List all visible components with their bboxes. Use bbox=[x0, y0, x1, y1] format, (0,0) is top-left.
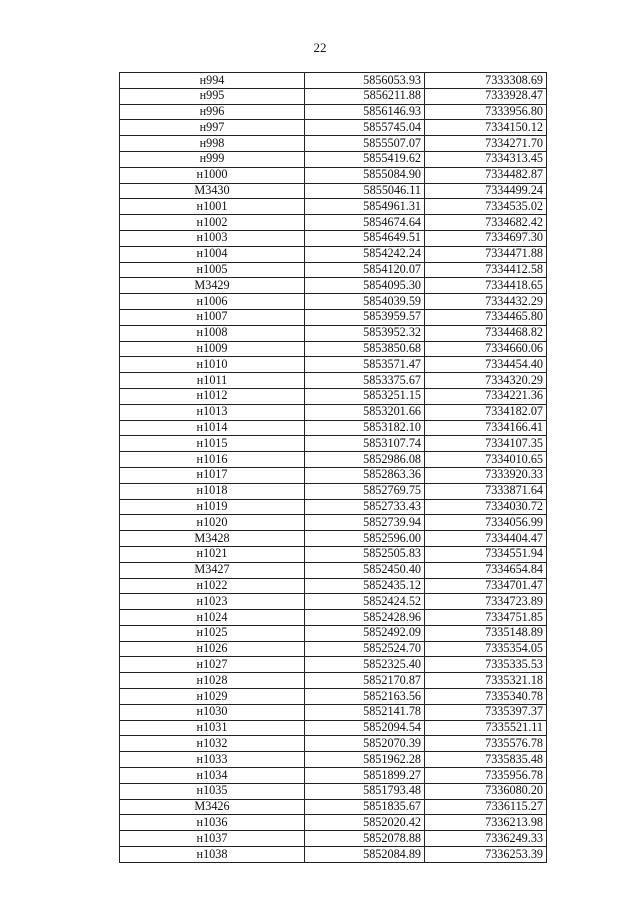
x-coordinate-cell: 5852769.75 bbox=[305, 483, 425, 499]
point-name-cell: н1033 bbox=[120, 752, 305, 768]
x-coordinate-cell: 5856211.88 bbox=[305, 88, 425, 104]
point-name-cell: н1010 bbox=[120, 357, 305, 373]
x-coordinate-cell: 5852424.52 bbox=[305, 594, 425, 610]
x-coordinate-cell: 5852163.56 bbox=[305, 689, 425, 705]
point-name-cell: н1024 bbox=[120, 610, 305, 626]
x-coordinate-cell: 5854039.59 bbox=[305, 294, 425, 310]
y-coordinate-cell: 7334454.40 bbox=[425, 357, 547, 373]
point-name-cell: н1014 bbox=[120, 420, 305, 436]
table-row bbox=[120, 388, 547, 404]
y-coordinate-cell: 7334468.82 bbox=[425, 325, 547, 341]
table-row bbox=[120, 104, 547, 120]
point-name-cell: н1004 bbox=[120, 246, 305, 262]
x-coordinate-cell: 5853251.15 bbox=[305, 388, 425, 404]
table-row bbox=[120, 594, 547, 610]
x-coordinate-cell: 5853850.68 bbox=[305, 341, 425, 357]
x-coordinate-cell: 5853201.66 bbox=[305, 404, 425, 420]
point-name-cell: н994 bbox=[120, 73, 305, 89]
x-coordinate-cell: 5854649.51 bbox=[305, 230, 425, 246]
table-row bbox=[120, 515, 547, 531]
point-name-cell: М3426 bbox=[120, 799, 305, 815]
table-row bbox=[120, 610, 547, 626]
x-coordinate-cell: 5854242.24 bbox=[305, 246, 425, 262]
table-row bbox=[120, 88, 547, 104]
point-name-cell: н1029 bbox=[120, 689, 305, 705]
table-row bbox=[120, 831, 547, 847]
table-row bbox=[120, 262, 547, 278]
y-coordinate-cell: 7335335.53 bbox=[425, 657, 547, 673]
x-coordinate-cell: 5855419.62 bbox=[305, 151, 425, 167]
table-row bbox=[120, 736, 547, 752]
y-coordinate-cell: 7336213.98 bbox=[425, 815, 547, 831]
x-coordinate-cell: 5852863.36 bbox=[305, 467, 425, 483]
y-coordinate-cell: 7336253.39 bbox=[425, 847, 547, 863]
point-name-cell: н1031 bbox=[120, 720, 305, 736]
y-coordinate-cell: 7334166.41 bbox=[425, 420, 547, 436]
x-coordinate-cell: 5854961.31 bbox=[305, 199, 425, 215]
point-name-cell: н1022 bbox=[120, 578, 305, 594]
table-row bbox=[120, 673, 547, 689]
table-row bbox=[120, 420, 547, 436]
x-coordinate-cell: 5851962.28 bbox=[305, 752, 425, 768]
x-coordinate-cell: 5853182.10 bbox=[305, 420, 425, 436]
table-row bbox=[120, 483, 547, 499]
table-row bbox=[120, 689, 547, 705]
point-name-cell: н1032 bbox=[120, 736, 305, 752]
y-coordinate-cell: 7334221.36 bbox=[425, 388, 547, 404]
table-row bbox=[120, 704, 547, 720]
table-row bbox=[120, 657, 547, 673]
y-coordinate-cell: 7334056.99 bbox=[425, 515, 547, 531]
point-name-cell: н998 bbox=[120, 136, 305, 152]
table-row bbox=[120, 199, 547, 215]
point-name-cell: н1034 bbox=[120, 768, 305, 784]
point-name-cell: н1015 bbox=[120, 436, 305, 452]
table-row bbox=[120, 625, 547, 641]
table-row bbox=[120, 325, 547, 341]
table-row bbox=[120, 230, 547, 246]
y-coordinate-cell: 7334030.72 bbox=[425, 499, 547, 515]
point-name-cell: н1011 bbox=[120, 373, 305, 389]
table-row bbox=[120, 436, 547, 452]
y-coordinate-cell: 7335576.78 bbox=[425, 736, 547, 752]
table-row bbox=[120, 167, 547, 183]
table-row bbox=[120, 278, 547, 294]
y-coordinate-cell: 7334320.29 bbox=[425, 373, 547, 389]
x-coordinate-cell: 5855084.90 bbox=[305, 167, 425, 183]
table-row bbox=[120, 499, 547, 515]
table-row bbox=[120, 73, 547, 89]
table-row bbox=[120, 294, 547, 310]
point-name-cell: н1001 bbox=[120, 199, 305, 215]
table-row bbox=[120, 799, 547, 815]
x-coordinate-cell: 5852084.89 bbox=[305, 847, 425, 863]
table-row bbox=[120, 531, 547, 547]
table-row bbox=[120, 815, 547, 831]
point-name-cell: н1019 bbox=[120, 499, 305, 515]
point-name-cell: н1023 bbox=[120, 594, 305, 610]
x-coordinate-cell: 5851899.27 bbox=[305, 768, 425, 784]
x-coordinate-cell: 5852596.00 bbox=[305, 531, 425, 547]
point-name-cell: М3430 bbox=[120, 183, 305, 199]
y-coordinate-cell: 7334482.87 bbox=[425, 167, 547, 183]
y-coordinate-cell: 7334701.47 bbox=[425, 578, 547, 594]
point-name-cell: н1027 bbox=[120, 657, 305, 673]
x-coordinate-cell: 5852141.78 bbox=[305, 704, 425, 720]
x-coordinate-cell: 5852020.42 bbox=[305, 815, 425, 831]
table-row bbox=[120, 246, 547, 262]
table-row bbox=[120, 452, 547, 468]
y-coordinate-cell: 7334682.42 bbox=[425, 215, 547, 231]
y-coordinate-cell: 7333928.47 bbox=[425, 88, 547, 104]
point-name-cell: н995 bbox=[120, 88, 305, 104]
table-row bbox=[120, 847, 547, 863]
y-coordinate-cell: 7334271.70 bbox=[425, 136, 547, 152]
x-coordinate-cell: 5852739.94 bbox=[305, 515, 425, 531]
x-coordinate-cell: 5856146.93 bbox=[305, 104, 425, 120]
point-name-cell: н1006 bbox=[120, 294, 305, 310]
point-name-cell: н1016 bbox=[120, 452, 305, 468]
x-coordinate-cell: 5851835.67 bbox=[305, 799, 425, 815]
y-coordinate-cell: 7335521.11 bbox=[425, 720, 547, 736]
point-name-cell: н1003 bbox=[120, 230, 305, 246]
point-name-cell: н1025 bbox=[120, 625, 305, 641]
table-row bbox=[120, 341, 547, 357]
x-coordinate-cell: 5854674.64 bbox=[305, 215, 425, 231]
y-coordinate-cell: 7335397.37 bbox=[425, 704, 547, 720]
point-name-cell: н1036 bbox=[120, 815, 305, 831]
y-coordinate-cell: 7334010.65 bbox=[425, 452, 547, 468]
y-coordinate-cell: 7334412.58 bbox=[425, 262, 547, 278]
y-coordinate-cell: 7335835.48 bbox=[425, 752, 547, 768]
y-coordinate-cell: 7336080.20 bbox=[425, 783, 547, 799]
y-coordinate-cell: 7334418.65 bbox=[425, 278, 547, 294]
coordinates-table bbox=[119, 72, 547, 863]
table-row bbox=[120, 136, 547, 152]
table-row bbox=[120, 752, 547, 768]
point-name-cell: М3429 bbox=[120, 278, 305, 294]
point-name-cell: н1028 bbox=[120, 673, 305, 689]
x-coordinate-cell: 5852070.39 bbox=[305, 736, 425, 752]
table-row bbox=[120, 215, 547, 231]
x-coordinate-cell: 5854120.07 bbox=[305, 262, 425, 278]
table-row bbox=[120, 404, 547, 420]
x-coordinate-cell: 5852428.96 bbox=[305, 610, 425, 626]
point-name-cell: М3427 bbox=[120, 562, 305, 578]
point-name-cell: н999 bbox=[120, 151, 305, 167]
table-row bbox=[120, 720, 547, 736]
x-coordinate-cell: 5855507.07 bbox=[305, 136, 425, 152]
point-name-cell: н1000 bbox=[120, 167, 305, 183]
y-coordinate-cell: 7334697.30 bbox=[425, 230, 547, 246]
table-row bbox=[120, 309, 547, 325]
y-coordinate-cell: 7334654.84 bbox=[425, 562, 547, 578]
x-coordinate-cell: 5853959.57 bbox=[305, 309, 425, 325]
point-name-cell: н1026 bbox=[120, 641, 305, 657]
x-coordinate-cell: 5852450.40 bbox=[305, 562, 425, 578]
table-row bbox=[120, 467, 547, 483]
y-coordinate-cell: 7336249.33 bbox=[425, 831, 547, 847]
point-name-cell: н1018 bbox=[120, 483, 305, 499]
point-name-cell: н996 bbox=[120, 104, 305, 120]
point-name-cell: н1005 bbox=[120, 262, 305, 278]
x-coordinate-cell: 5852435.12 bbox=[305, 578, 425, 594]
point-name-cell: М3428 bbox=[120, 531, 305, 547]
x-coordinate-cell: 5852094.54 bbox=[305, 720, 425, 736]
y-coordinate-cell: 7334107.35 bbox=[425, 436, 547, 452]
point-name-cell: н1037 bbox=[120, 831, 305, 847]
y-coordinate-cell: 7333308.69 bbox=[425, 73, 547, 89]
y-coordinate-cell: 7334471.88 bbox=[425, 246, 547, 262]
y-coordinate-cell: 7334404.47 bbox=[425, 531, 547, 547]
point-name-cell: н1030 bbox=[120, 704, 305, 720]
point-name-cell: н1002 bbox=[120, 215, 305, 231]
y-coordinate-cell: 7334150.12 bbox=[425, 120, 547, 136]
x-coordinate-cell: 5856053.93 bbox=[305, 73, 425, 89]
y-coordinate-cell: 7335354.05 bbox=[425, 641, 547, 657]
point-name-cell: н1013 bbox=[120, 404, 305, 420]
x-coordinate-cell: 5852492.09 bbox=[305, 625, 425, 641]
x-coordinate-cell: 5852986.08 bbox=[305, 452, 425, 468]
point-name-cell: н1012 bbox=[120, 388, 305, 404]
y-coordinate-cell: 7333871.64 bbox=[425, 483, 547, 499]
x-coordinate-cell: 5851793.48 bbox=[305, 783, 425, 799]
point-name-cell: н1017 bbox=[120, 467, 305, 483]
page-number: 22 bbox=[313, 40, 327, 55]
y-coordinate-cell: 7333956.80 bbox=[425, 104, 547, 120]
x-coordinate-cell: 5855745.04 bbox=[305, 120, 425, 136]
x-coordinate-cell: 5853107.74 bbox=[305, 436, 425, 452]
y-coordinate-cell: 7335321.18 bbox=[425, 673, 547, 689]
point-name-cell: н997 bbox=[120, 120, 305, 136]
y-coordinate-cell: 7335148.89 bbox=[425, 625, 547, 641]
point-name-cell: н1008 bbox=[120, 325, 305, 341]
x-coordinate-cell: 5852078.88 bbox=[305, 831, 425, 847]
y-coordinate-cell: 7333920.33 bbox=[425, 467, 547, 483]
point-name-cell: н1038 bbox=[120, 847, 305, 863]
table-row bbox=[120, 641, 547, 657]
table-row bbox=[120, 120, 547, 136]
table-row bbox=[120, 578, 547, 594]
table-row bbox=[120, 183, 547, 199]
y-coordinate-cell: 7335956.78 bbox=[425, 768, 547, 784]
y-coordinate-cell: 7334465.80 bbox=[425, 309, 547, 325]
table-row bbox=[120, 373, 547, 389]
table-row bbox=[120, 151, 547, 167]
y-coordinate-cell: 7334751.85 bbox=[425, 610, 547, 626]
y-coordinate-cell: 7335340.78 bbox=[425, 689, 547, 705]
y-coordinate-cell: 7336115.27 bbox=[425, 799, 547, 815]
table-row bbox=[120, 357, 547, 373]
x-coordinate-cell: 5852325.40 bbox=[305, 657, 425, 673]
x-coordinate-cell: 5852170.87 bbox=[305, 673, 425, 689]
table-row bbox=[120, 783, 547, 799]
x-coordinate-cell: 5855046.11 bbox=[305, 183, 425, 199]
y-coordinate-cell: 7334723.89 bbox=[425, 594, 547, 610]
table-row bbox=[120, 546, 547, 562]
x-coordinate-cell: 5853571.47 bbox=[305, 357, 425, 373]
y-coordinate-cell: 7334432.29 bbox=[425, 294, 547, 310]
y-coordinate-cell: 7334313.45 bbox=[425, 151, 547, 167]
point-name-cell: н1009 bbox=[120, 341, 305, 357]
point-name-cell: н1035 bbox=[120, 783, 305, 799]
x-coordinate-cell: 5852733.43 bbox=[305, 499, 425, 515]
point-name-cell: н1007 bbox=[120, 309, 305, 325]
point-name-cell: н1021 bbox=[120, 546, 305, 562]
table-row bbox=[120, 768, 547, 784]
y-coordinate-cell: 7334535.02 bbox=[425, 199, 547, 215]
table-row bbox=[120, 562, 547, 578]
y-coordinate-cell: 7334551.94 bbox=[425, 546, 547, 562]
x-coordinate-cell: 5853375.67 bbox=[305, 373, 425, 389]
y-coordinate-cell: 7334499.24 bbox=[425, 183, 547, 199]
x-coordinate-cell: 5852505.83 bbox=[305, 546, 425, 562]
x-coordinate-cell: 5852524.70 bbox=[305, 641, 425, 657]
point-name-cell: н1020 bbox=[120, 515, 305, 531]
x-coordinate-cell: 5853952.32 bbox=[305, 325, 425, 341]
x-coordinate-cell: 5854095.30 bbox=[305, 278, 425, 294]
coordinates-table-body bbox=[120, 73, 547, 863]
y-coordinate-cell: 7334660.06 bbox=[425, 341, 547, 357]
y-coordinate-cell: 7334182.07 bbox=[425, 404, 547, 420]
